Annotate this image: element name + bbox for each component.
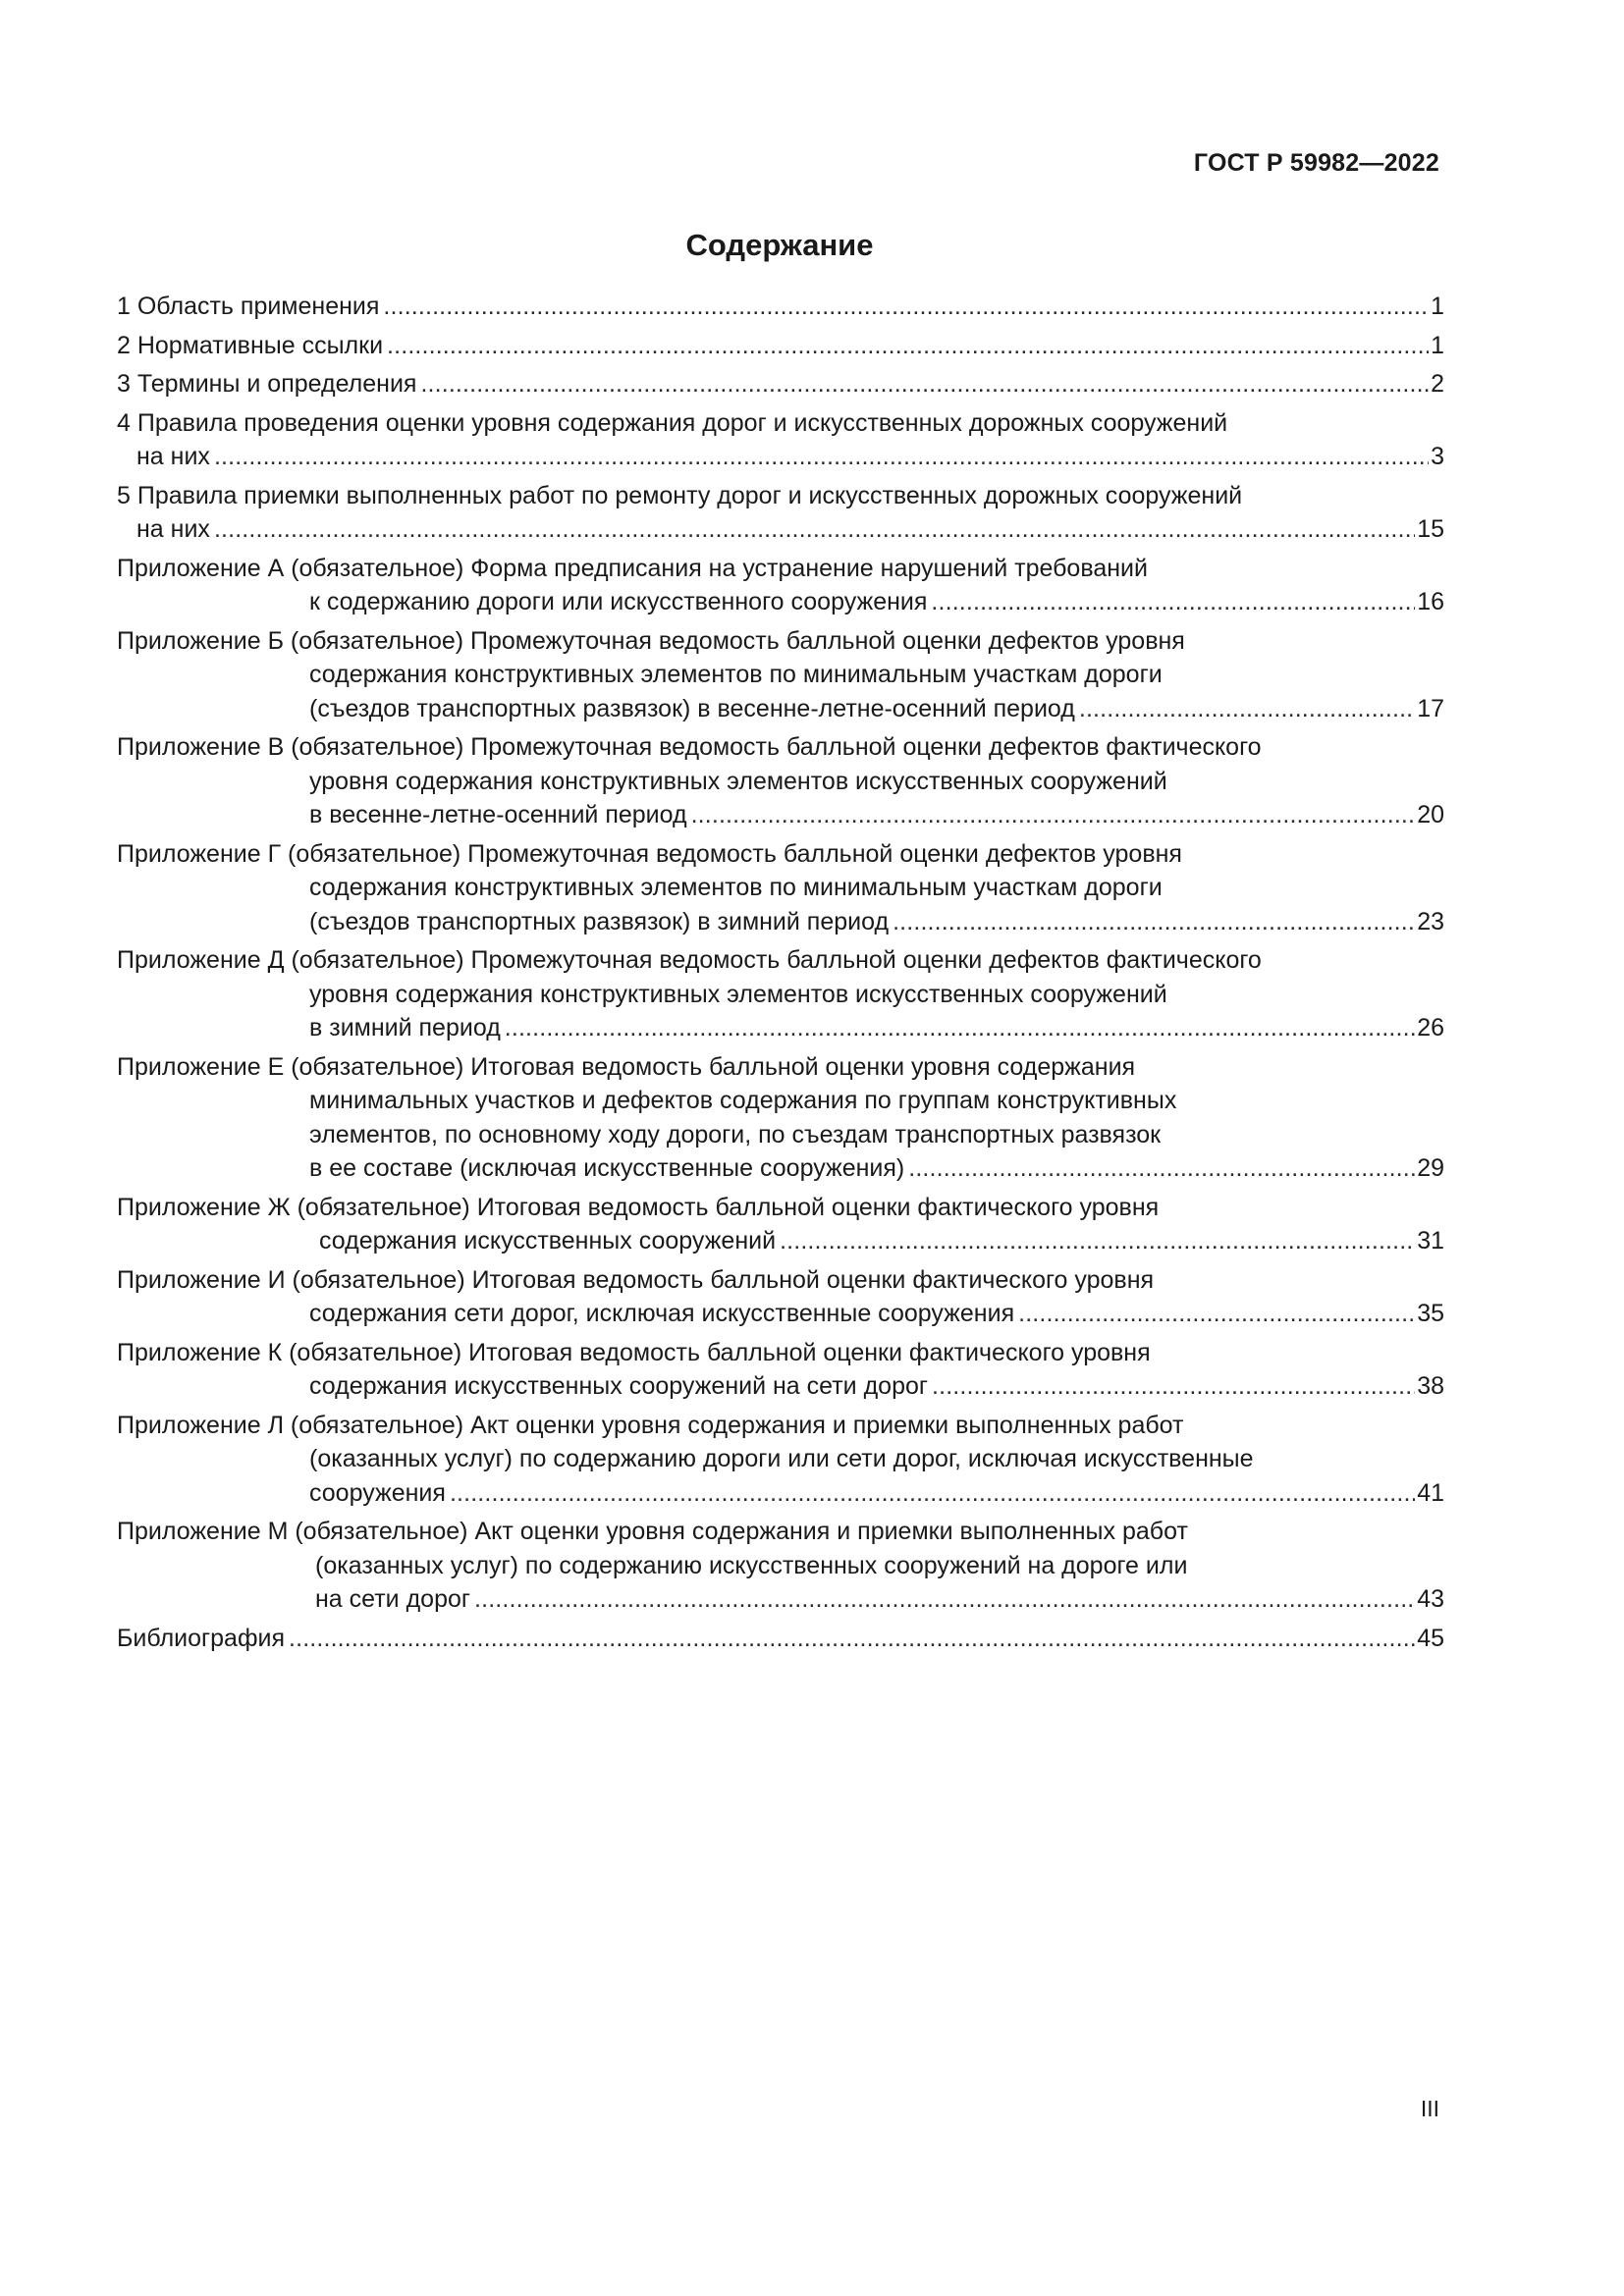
toc-page-number: 17 (1417, 694, 1444, 722)
toc-entry-title: 1 Область применения (117, 293, 380, 320)
toc-page-number: 16 (1417, 588, 1444, 615)
toc-page-number: 23 (1417, 907, 1444, 935)
toc-page-number: 26 (1417, 1014, 1444, 1041)
toc-entry-line (117, 1582, 1444, 1617)
toc-page-number: 45 (1417, 1624, 1444, 1652)
toc-entry[interactable] (117, 837, 1444, 939)
toc-entry-line (117, 1622, 1444, 1656)
dot-leader (780, 1224, 1415, 1258)
toc-entry-title: содержания искусственных сооружений на сети дорог (309, 1372, 929, 1400)
toc-entry[interactable] (117, 552, 1444, 619)
dot-leader (1018, 1297, 1415, 1331)
toc-entry[interactable] (117, 406, 1444, 474)
toc-entry-continuation: (оказанных услуг) по содержанию дороги или сети дорог, исключая искусственные (309, 1445, 1254, 1472)
dot-leader (931, 585, 1415, 619)
toc-entry-title: Библиография (117, 1624, 286, 1652)
toc-entry[interactable] (117, 730, 1444, 832)
toc-entry-continuation: уровня содержания конструктивных элементов искусственных сооружений (309, 767, 1167, 795)
toc-entry-line (117, 329, 1444, 363)
dot-leader (505, 1011, 1415, 1045)
toc-entry-title: содержания сети дорог, исключая искусственные сооружения (309, 1300, 1015, 1327)
toc-entry-title: содержания искусственных сооружений (319, 1227, 777, 1255)
toc-entry-line (117, 585, 1444, 619)
toc-entry-line (117, 1369, 1444, 1404)
toc-entry-heading: Приложение В (обязательное) Промежуточная ведомость балльной оценки дефектов фактического (117, 733, 1262, 761)
toc-entry-title: на них (136, 443, 210, 470)
toc-entry-title: в весенне-летне-осенний период (309, 801, 687, 828)
toc-page-number: 1 (1431, 331, 1444, 359)
toc-entry-title: на них (136, 515, 210, 543)
toc-page-number: 38 (1417, 1372, 1444, 1400)
toc-entry[interactable] (117, 479, 1444, 547)
toc-page-number: 29 (1417, 1154, 1444, 1182)
toc-entry-heading: Приложение Л (обязательное) Акт оценки уровня содержания и приемки выполненных работ (117, 1411, 1184, 1439)
toc-entry-continuation: уровня содержания конструктивных элементов искусственных сооружений (309, 980, 1167, 1008)
toc-entry-line (117, 1151, 1444, 1186)
dot-leader (908, 1151, 1415, 1186)
toc-page-number: 35 (1417, 1300, 1444, 1327)
dot-leader (289, 1622, 1415, 1656)
toc-page-number: 1 (1431, 293, 1444, 320)
toc-entry-line (117, 1476, 1444, 1511)
toc-entry-line (117, 290, 1444, 324)
toc-entry-line (117, 1224, 1444, 1258)
toc-entry-heading: Приложение М (обязательное) Акт оценки уровня содержания и приемки выполненных работ (117, 1518, 1188, 1545)
toc-entry[interactable] (117, 1515, 1444, 1617)
dot-leader (450, 1476, 1415, 1511)
toc-entry[interactable] (117, 329, 1444, 363)
toc-entry-heading: Приложение Г (обязательное) Промежуточная ведомость балльной оценки дефектов уровня (117, 839, 1182, 868)
toc-entry[interactable] (117, 1336, 1444, 1404)
toc-entry-continuation: (оказанных услуг) по содержанию искусственных сооружений на дороге или (315, 1551, 1188, 1579)
toc-entry-title: (съездов транспортных развязок) в зимний период (309, 907, 890, 935)
toc-entry-heading: Приложение Е (обязательное) Итоговая ведомость балльной оценки уровня содержания (117, 1052, 1136, 1081)
toc-page-number: 2 (1431, 370, 1444, 398)
toc-entry-line (117, 905, 1444, 939)
table-of-contents (117, 290, 1444, 1660)
toc-entry-title: в ее составе (исключая искусственные сооружения) (309, 1154, 905, 1182)
dot-leader (932, 1369, 1415, 1404)
dot-leader (893, 905, 1415, 939)
toc-entry-heading: Приложение А (обязательное) Форма предписания на устранение нарушений требований (117, 554, 1148, 582)
toc-entry-heading: 5 Правила приемки выполненных работ по ремонту дорог и искусственных дорожных сооружений (117, 481, 1243, 509)
toc-page-number: 20 (1417, 801, 1444, 828)
document-code: ГОСТ Р 59982—2022 (1193, 149, 1439, 177)
dot-leader (214, 440, 1429, 474)
toc-entry-title: к содержанию дороги или искусственного сооружения (309, 588, 928, 615)
dot-leader (1079, 692, 1415, 726)
toc-page-number: 41 (1417, 1478, 1444, 1507)
toc-entry-title: (съездов транспортных развязок) в весенне-летне-осенний период (309, 694, 1075, 722)
dot-leader (383, 290, 1429, 324)
toc-entry-line (117, 692, 1444, 726)
toc-entry-line (117, 440, 1444, 474)
toc-entry-continuation: минимальных участков и дефектов содержания по группам конструктивных (309, 1087, 1177, 1114)
toc-page-number: 31 (1417, 1227, 1444, 1255)
toc-page-number: 43 (1417, 1585, 1444, 1613)
toc-entry-line (117, 798, 1444, 832)
toc-entry-heading: Приложение К (обязательное) Итоговая ведомость балльной оценки фактического уровня (117, 1338, 1151, 1366)
toc-entry-title: 3 Термины и определения (117, 370, 417, 398)
dot-leader (474, 1582, 1415, 1617)
toc-entry-heading: Приложение Д (обязательное) Промежуточная ведомость балльной оценки дефектов фактического (117, 946, 1262, 974)
toc-entry-line (117, 367, 1444, 401)
toc-entry[interactable] (117, 1409, 1444, 1511)
toc-entry-heading: 4 Правила проведения оценки уровня содержания дорог и искусственных дорожных сооружений (117, 408, 1228, 437)
toc-page-number: 3 (1431, 443, 1444, 470)
toc-entry-heading: Приложение Б (обязательное) Промежуточная ведомость балльной оценки дефектов уровня (117, 626, 1185, 655)
page-number: III (1420, 2096, 1439, 2121)
toc-entry-continuation: содержания конструктивных элементов по минимальным участкам дороги (309, 661, 1163, 688)
toc-entry-title: на сети дорог (315, 1585, 471, 1613)
toc-entry-line (117, 1011, 1444, 1045)
toc-entry-continuation: содержания конструктивных элементов по минимальным участкам дороги (309, 874, 1163, 901)
toc-entry[interactable] (117, 1050, 1444, 1186)
toc-entry-heading: Приложение И (обязательное) Итоговая ведомость балльной оценки фактического уровня (117, 1265, 1155, 1294)
dot-leader (214, 512, 1415, 547)
toc-entry[interactable] (117, 1263, 1444, 1331)
toc-entry-title: в зимний период (309, 1014, 501, 1041)
toc-page-number: 15 (1417, 515, 1444, 543)
toc-entry[interactable] (117, 943, 1444, 1045)
toc-entry[interactable] (117, 1191, 1444, 1258)
dot-leader (387, 329, 1429, 363)
dot-leader (691, 798, 1416, 832)
toc-entry-line (117, 1297, 1444, 1331)
toc-entry[interactable] (117, 290, 1444, 324)
toc-entry-title: сооружения (309, 1478, 446, 1507)
toc-entry-continuation: элементов, по основному ходу дороги, по съездам транспортных развязок (309, 1120, 1162, 1148)
toc-entry-heading: Приложение Ж (обязательное) Итоговая ведомость балльной оценки фактического уровня (117, 1193, 1160, 1221)
toc-entry-title: 2 Нормативные ссылки (117, 331, 384, 359)
toc-entry[interactable] (117, 1622, 1444, 1656)
toc-entry[interactable] (117, 367, 1444, 401)
toc-entry-line (117, 512, 1444, 547)
dot-leader (420, 367, 1429, 401)
toc-title: Содержание (685, 228, 874, 262)
toc-entry[interactable] (117, 624, 1444, 726)
